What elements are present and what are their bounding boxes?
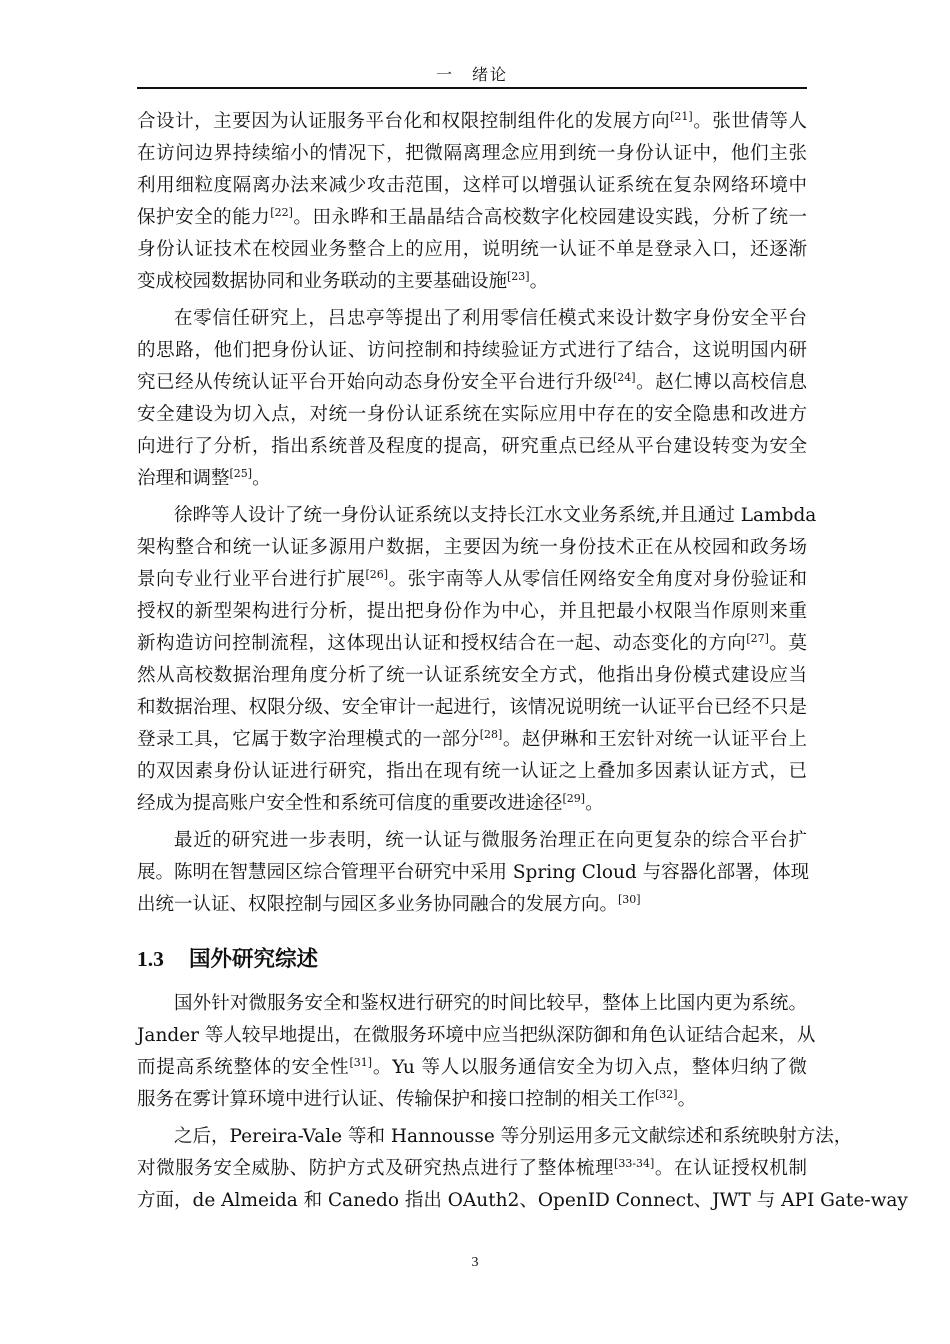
- citation-superscript: [26]: [365, 567, 389, 581]
- citation-superscript: [32]: [655, 1087, 678, 1101]
- text-line: 保护安全的能力[22]。田永晔和王晶晶结合高校数字化校园建设实践，分析了统一: [137, 205, 807, 228]
- paragraph-gap: [137, 1217, 807, 1222]
- text-line: 最近的研究进一步表明，统一认证与微服务治理正在向更复杂的综合平台扩: [174, 830, 807, 851]
- paragraph: [137, 303, 807, 495]
- text-line: 景向专业行业平台进行扩展[26]。张宇南等人从零信任网络安全角度对身份验证和: [137, 567, 807, 590]
- citation-superscript: [27]: [746, 631, 769, 645]
- text-line: 授权的新型架构进行分析，提出把身份作为中心，并且把最小权限当作原则来重: [137, 601, 807, 622]
- paragraph: [137, 988, 816, 1116]
- citation-superscript: [30]: [618, 892, 641, 906]
- text-line: 向进行了分析，指出系统普及程度的提高，研究重点已经从平台建设转变为安全: [137, 436, 807, 457]
- section-number: 1.3: [137, 947, 164, 971]
- text-line: 展。陈明在智慧园区综合管理平台研究中采用 Spring Cloud 与容器化部署，体现: [137, 862, 810, 883]
- text-line: 变成校园数据协同和业务联动的主要基础设施[23]。: [137, 269, 549, 292]
- running-header: 一 绪论: [435, 65, 508, 84]
- text-line: 经成为提高账户安全性和系统可信度的重要改进途径[29]。: [137, 791, 604, 814]
- text-line: Jander 等人较早地提出，在微服务环境中应当把纵深防御和角色认证结合起来，从: [137, 1025, 816, 1046]
- citation-superscript: [31]: [349, 1055, 373, 1069]
- paragraphs-before-section: [137, 106, 817, 926]
- citation-superscript: [24]: [613, 370, 636, 384]
- text-line: 合设计，主要因为认证服务平台化和权限控制组件化的发展方向[21]。张世倩等人: [137, 109, 807, 132]
- text-line: 治理和调整[25]。: [137, 466, 271, 489]
- paragraph: [137, 106, 807, 298]
- text-line: 安全建设为切入点，对统一身份认证系统在实际应用中存在的安全隐患和改进方: [137, 404, 807, 425]
- citation-superscript: [22]: [270, 205, 293, 219]
- citation-superscript: [33-34]: [614, 1156, 655, 1170]
- text-line: 服务在雾计算环境中进行认证、传输保护和接口控制的相关工作[32]。: [137, 1087, 697, 1110]
- page-number: 3: [471, 1255, 479, 1270]
- paragraph: [137, 1121, 908, 1217]
- text-line: 的思路，他们把身份认证、访问控制和持续验证方式进行了结合，这说明国内研: [137, 340, 807, 361]
- text-line: 之后，Pereira-Vale 等和 Hannousse 等分别运用多元文献综述和系统映射方法，: [174, 1126, 853, 1147]
- text-line: 究已经从传统认证平台开始向动态身份安全平台进行升级[24]。赵仁博以高校信息: [137, 370, 807, 393]
- text-line: 新构造访问控制流程，这体现出认证和授权结合在一起、动态变化的方向[27]。莫: [137, 631, 807, 654]
- citation-superscript: [23]: [507, 269, 530, 283]
- text-line: 和数据治理、权限分级、安全审计一起进行，该情况说明统一认证平台已经不只是: [137, 697, 807, 718]
- text-line: 出统一认证、权限控制与园区多业务协同融合的发展方向。[30]: [137, 892, 641, 915]
- paragraph-gap: [137, 921, 807, 926]
- text-line: 对微服务安全威胁、防护方式及研究热点进行了整体梳理[33-34]。在认证授权机制: [137, 1156, 807, 1179]
- citation-superscript: [21]: [670, 109, 693, 123]
- text-line: 身份认证技术在校园业务整合上的应用，说明统一认证不单是登录入口，还逐渐: [137, 239, 807, 260]
- text-line: 在访问边界持续缩小的情况下，把微隔离理念应用到统一身份认证中，他们主张: [137, 143, 807, 164]
- text-line: 在零信任研究上，吕忠亭等提出了利用零信任模式来设计数字身份安全平台: [174, 308, 807, 329]
- paragraphs-after-section: [137, 988, 908, 1222]
- header-rule: [137, 87, 807, 89]
- section-title: 国外研究综述: [189, 947, 319, 972]
- text-line: 徐晔等人设计了统一身份认证系统以支持长江水文业务系统,并且通过 Lambda: [174, 505, 817, 526]
- text-line: 方面，de Almeida 和 Canedo 指出 OAuth2、OpenID Connect、JWT 与 API Gate-way: [137, 1190, 908, 1211]
- text-line: 然从高校数据治理角度分析了统一认证系统安全方式，他指出身份模式建设应当: [137, 665, 807, 686]
- paragraph: [137, 825, 810, 921]
- text-line: 利用细粒度隔离办法来减少攻击范围，这样可以增强认证系统在复杂网络环境中: [137, 175, 807, 196]
- text-line: 架构整合和统一认证多源用户数据，主要因为统一身份技术正在从校园和政务场: [137, 537, 807, 558]
- text-line: 而提高系统整体的安全性[31]。Yu 等人以服务通信安全为切入点，整体归纳了微: [137, 1055, 807, 1078]
- text-line: 登录工具，它属于数字治理模式的一部分[28]。赵伊琳和王宏针对统一认证平台上: [137, 727, 807, 750]
- citation-superscript: [28]: [479, 727, 503, 741]
- text-line: 的双因素身份认证进行研究，指出在现有统一认证之上叠加多因素认证方式，已: [137, 761, 807, 782]
- page-body: [137, 106, 908, 1222]
- text-line: 国外针对微服务安全和鉴权进行研究的时间比较早，整体上比国内更为系统。: [174, 993, 807, 1014]
- paragraph: [137, 500, 817, 820]
- citation-superscript: [25]: [229, 466, 253, 480]
- citation-superscript: [29]: [562, 791, 586, 805]
- section-heading: [137, 930, 807, 988]
